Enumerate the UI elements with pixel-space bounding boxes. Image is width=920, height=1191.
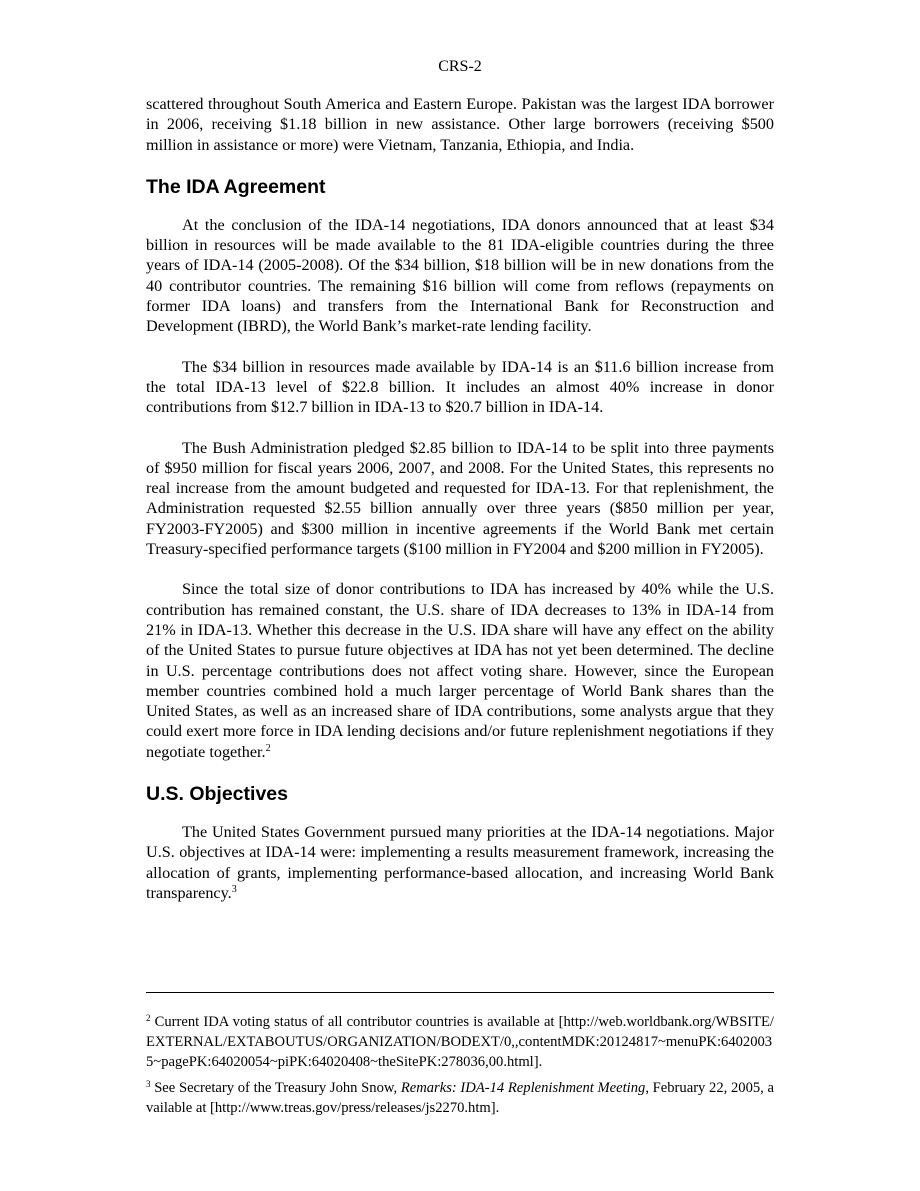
footnote-2-marker: 2: [146, 1013, 151, 1023]
paragraph-us-priorities-text: The United States Government pursued many priorities at the IDA-14 negotiations. Major U.S. objectives at IDA-14 were: implementing a results measurement framework, increasing the allocation of grants, implementing performance-based allocation, and increasing World Bank transparency.: [146, 823, 774, 902]
footnote-3-title: Remarks: IDA-14 Replenishment Meeting: [400, 1080, 646, 1096]
footnote-3: [146, 1078, 774, 1118]
footnote-ref-3[interactable]: 3: [231, 883, 237, 895]
footnotes: [146, 1012, 774, 1124]
footnote-ref-2[interactable]: 2: [265, 742, 271, 754]
footnote-divider: [146, 992, 774, 993]
footnote-3-text-start: See Secretary of the Treasury John Snow,: [150, 1080, 401, 1096]
body-text: [146, 94, 774, 923]
footnote-3-text-end[interactable]: , February 22, 2005, available at [http://www.treas.gov/press/releases/js2270.htm].: [146, 1080, 774, 1116]
paragraph-us-share-text: Since the total size of donor contributions to IDA has increased by 40% while the U.S. contribution has remained constant, the U.S. share of IDA decreases to 13% in IDA-14 from 21% in IDA-13. Whether this decrease in the U.S. IDA share will have any effect on the ability of the United States to pursue future objectives at IDA has not yet been determined. The decline in U.S. percentage contributions does not affect voting share. However, since the European member countries combined hold a much larger percentage of World Bank shares than the United States, as well as an increased share of IDA contributions, some analysts argue that they could exert more force in IDA lending decisions and/or future replenishment negotiations if they negotiate together.: [146, 580, 774, 761]
footnote-3-marker: 3: [146, 1079, 151, 1089]
paragraph-ida-negotiations: At the conclusion of the IDA-14 negotiations, IDA donors announced that at least $34 billion in resources will be made available to the 81 IDA-eligible countries during the three years of IDA-14 (2005-2008). Of the $34 billion, $18 billion will be in new donations from the 40 contributor countries. The remaining $16 billion will come from reflows (repayments on former IDA loans) and transfers from the International Bank for Reconstruction and Development (IBRD), the World Bank’s market-rate lending facility.: [146, 215, 774, 336]
footnote-2: [146, 1012, 774, 1072]
footnote-2-text[interactable]: Current IDA voting status of all contributor countries is available at [http://web.worldbank.org/WBSITE/EXTERNAL/EXTABOUTUS/ORGANIZATION/BODEXT/0,,contentMDK:20124817~menuPK:64020035~pagePK:64020054~piPK:64020408~theSitePK:278036,00.html].: [146, 1014, 774, 1070]
heading-us-objectives: U.S. Objectives: [146, 783, 288, 806]
paragraph-resource-increase: The $34 billion in resources made available by IDA-14 is an $11.6 billion increase from the total IDA-13 level of $22.8 billion. It includes an almost 40% increase in donor contributions from $12.7 billion in IDA-13 to $20.7 billion in IDA-14.: [146, 357, 774, 417]
paragraph-bush-pledge: The Bush Administration pledged $2.85 billion to IDA-14 to be split into three payments of $950 million for fiscal years 2006, 2007, and 2008. For the United States, this represents no real increase from the amount budgeted and requested for IDA-13. For that replenishment, the Administration requested $2.55 billion annually over three years ($850 million per year, FY2003-FY2005) and $300 million in incentive agreements if the World Bank met certain Treasury-specified performance targets ($100 million in FY2004 and $200 million in FY2005).: [146, 438, 774, 559]
paragraph-us-priorities: [146, 822, 774, 903]
paragraph-us-share: [146, 579, 774, 762]
heading-ida-agreement: The IDA Agreement: [146, 175, 326, 198]
paragraph-continuation: scattered throughout South America and Eastern Europe. Pakistan was the largest IDA borrower in 2006, receiving $1.18 billion in new assistance. Other large borrowers (receiving $500 million in assistance or more) were Vietnam, Tanzania, Ethiopia, and India.: [146, 95, 774, 154]
page-number: CRS-2: [438, 58, 482, 75]
